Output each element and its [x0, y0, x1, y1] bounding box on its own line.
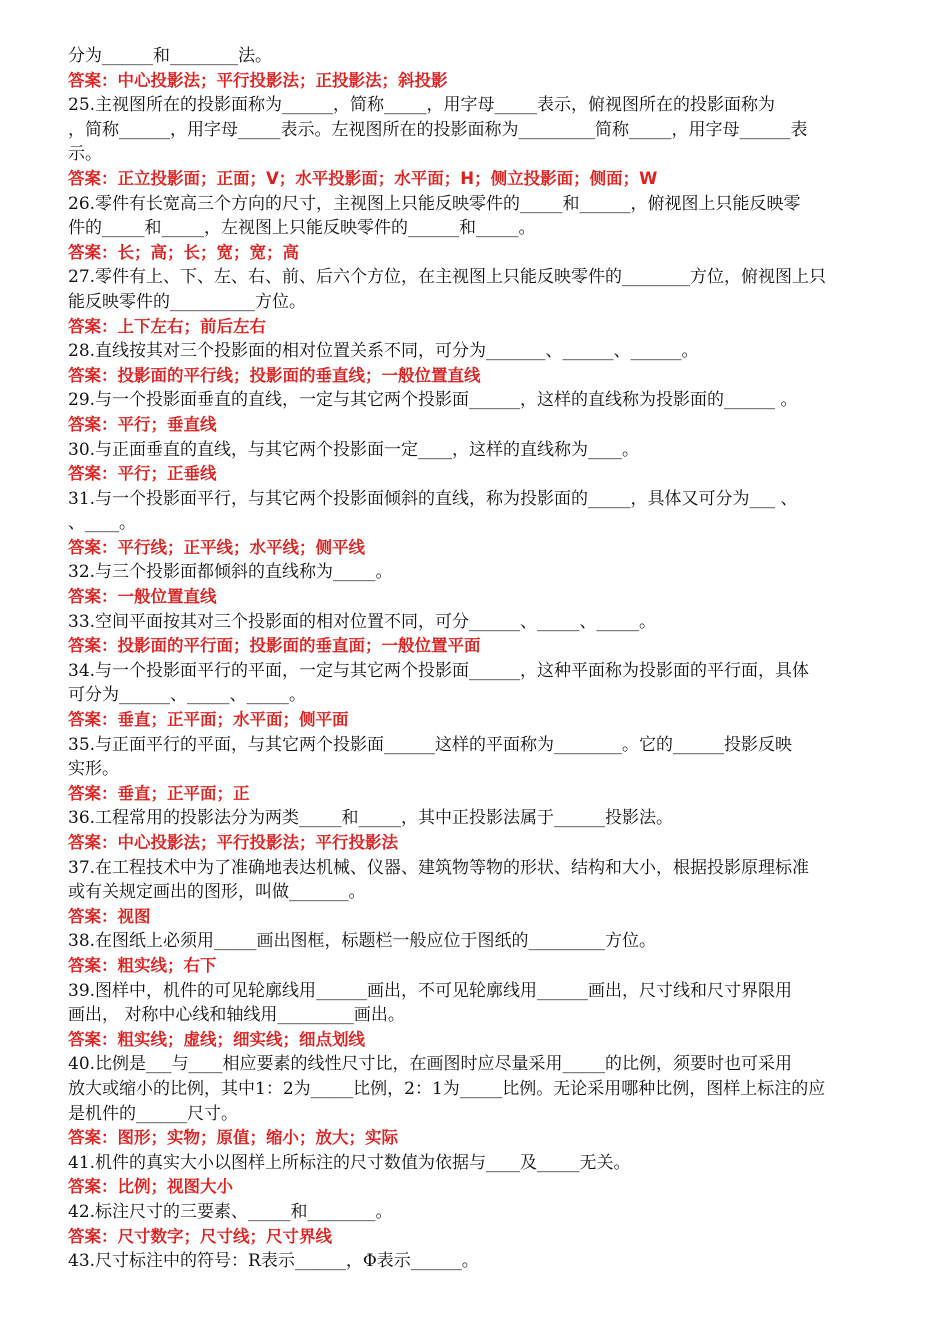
question-line: 43.尺寸标注中的符号：R表示______，Φ表示______。	[68, 1251, 479, 1272]
answer-line: 答案：投影面的平行面；投影面的垂直面；一般位置平面	[68, 636, 481, 656]
question-line: ，简称______，用字母_____表示。左视图所在的投影面称为_________简称_____，用字母______表	[68, 119, 808, 140]
question-line: 或有关规定画出的图形，叫做_______。	[68, 882, 366, 903]
answer-line: 答案：正立投影面；正面；V；水平投影面；水平面；H；侧立投影面；侧面；W	[68, 168, 658, 188]
question-line: 画出， 对称中心线和轴线用_________画出。	[68, 1005, 405, 1026]
answer-line: 答案：垂直；正平面；水平面；侧平面	[68, 710, 349, 730]
answer-line: 答案：上下左右；前后左右	[68, 316, 266, 336]
question-line: 30.与正面垂直的直线，与其它两个投影面一定____，这样的直线称为____。	[68, 439, 640, 460]
question-line: 39.图样中，机件的可见轮廓线用______画出，不可见轮廓线用______画出，尺寸线和尺寸界限用	[68, 980, 793, 1001]
answer-line: 答案：投影面的平行线；投影面的垂直线；一般位置直线	[68, 365, 481, 385]
answer-line: 答案：视图	[68, 906, 151, 926]
question-line: 29.与一个投影面垂直的直线，一定与其它两个投影面______，这样的直线称为投影面的______ 。	[68, 390, 798, 411]
answer-line: 答案：粗实线；虚线；细实线；细点划线	[68, 1029, 365, 1049]
question-line: 实形。	[68, 759, 119, 780]
answer-line: 答案：平行；垂直线	[68, 414, 217, 434]
question-line: 26.零件有长宽高三个方向的尺寸，主视图上只能反映零件的_____和______，俯视图上只能反映零	[68, 193, 801, 214]
question-line: 40.比例是___与____相应要素的线性尺寸比，在画图时应尽量采用_____的比例，须要时也可采用	[68, 1054, 793, 1075]
answer-line: 答案：中心投影法；平行投影法；平行投影法	[68, 833, 398, 852]
question-line: 32.与三个投影面都倾斜的直线称为_____。	[68, 562, 393, 583]
answer-line: 答案：长；高；长；宽；宽；高	[68, 242, 299, 262]
answer-line: 答案：尺寸数字；尺寸线；尺寸界线	[68, 1226, 332, 1246]
question-line: 27.零件有上、下、左、右、前、后六个方位，在主视图上只能反映零件的________方位，俯视图上只	[68, 267, 827, 288]
question-line: 28.直线按其对三个投影面的相对位置关系不同，可分为_______、______、______。	[68, 341, 699, 362]
question-line: 25.主视图所在的投影面称为______，简称_____，用字母_____表示，俯视图所在的投影面称为	[68, 95, 776, 116]
question-line: 放大或缩小的比例，其中1：2为_____比例，2：1为_____比例。无论采用哪种比例，图样上标注的应	[68, 1078, 826, 1099]
answer-line: 答案：中心投影法；平行投影法；正投影法；斜投影	[68, 70, 448, 90]
question-line: 36.工程常用的投影法分为两类_____和_____，其中正投影法属于______投影法。	[68, 808, 674, 829]
answer-line: 答案：平行线；正平线；水平线；侧平线	[68, 537, 365, 557]
question-line: 、____。	[68, 513, 136, 534]
question-line: 是机件的______尺寸。	[68, 1103, 238, 1124]
document-page	[68, 44, 886, 1274]
question-line: 件的_____和_____，左视图上只能反映零件的______和_____。	[68, 218, 536, 239]
answer-line: 答案：粗实线；右下	[68, 955, 217, 975]
question-line: 41.机件的真实大小以图样上所标注的尺寸数值为依据与____及_____无关。	[68, 1152, 631, 1173]
question-line: 可分为______、_____、_____。	[68, 685, 306, 706]
question-line: 示。	[68, 144, 102, 165]
answer-line: 答案：比例；视图大小	[68, 1177, 233, 1197]
answer-line: 答案：平行；正垂线	[68, 464, 217, 484]
question-line: 31.与一个投影面平行，与其它两个投影面倾斜的直线，称为投影面的_____，具体又可分为___ 、	[68, 488, 798, 509]
question-line: 能反映零件的__________方位。	[68, 291, 306, 312]
answer-line: 答案：图形；实物；原值；缩小；放大；实际	[68, 1128, 398, 1148]
question-line: 33.空间平面按其对三个投影面的相对位置不同，可分______、_____、_____。	[68, 611, 657, 632]
question-line: 42.标注尺寸的三要素、_____和________。	[68, 1201, 393, 1222]
answer-line: 答案：垂直；正平面；正	[68, 783, 250, 803]
question-line: 34.与一个投影面平行的平面，一定与其它两个投影面______，这种平面称为投影面的平行面，具体	[68, 660, 810, 681]
question-line: 分为______和________法。	[68, 46, 272, 66]
question-line: 35.与正面平行的平面，与其它两个投影面______这样的平面称为________。它的______投影反映	[68, 734, 793, 755]
question-line: 37.在工程技术中为了准确地表达机械、仪器、建筑物等物的形状、结构和大小，根据投影原理标准	[68, 857, 810, 878]
question-line: 38.在图纸上必须用_____画出图框，标题栏一般应位于图纸的_________方位。	[68, 931, 657, 952]
answer-line: 答案：一般位置直线	[68, 587, 217, 607]
